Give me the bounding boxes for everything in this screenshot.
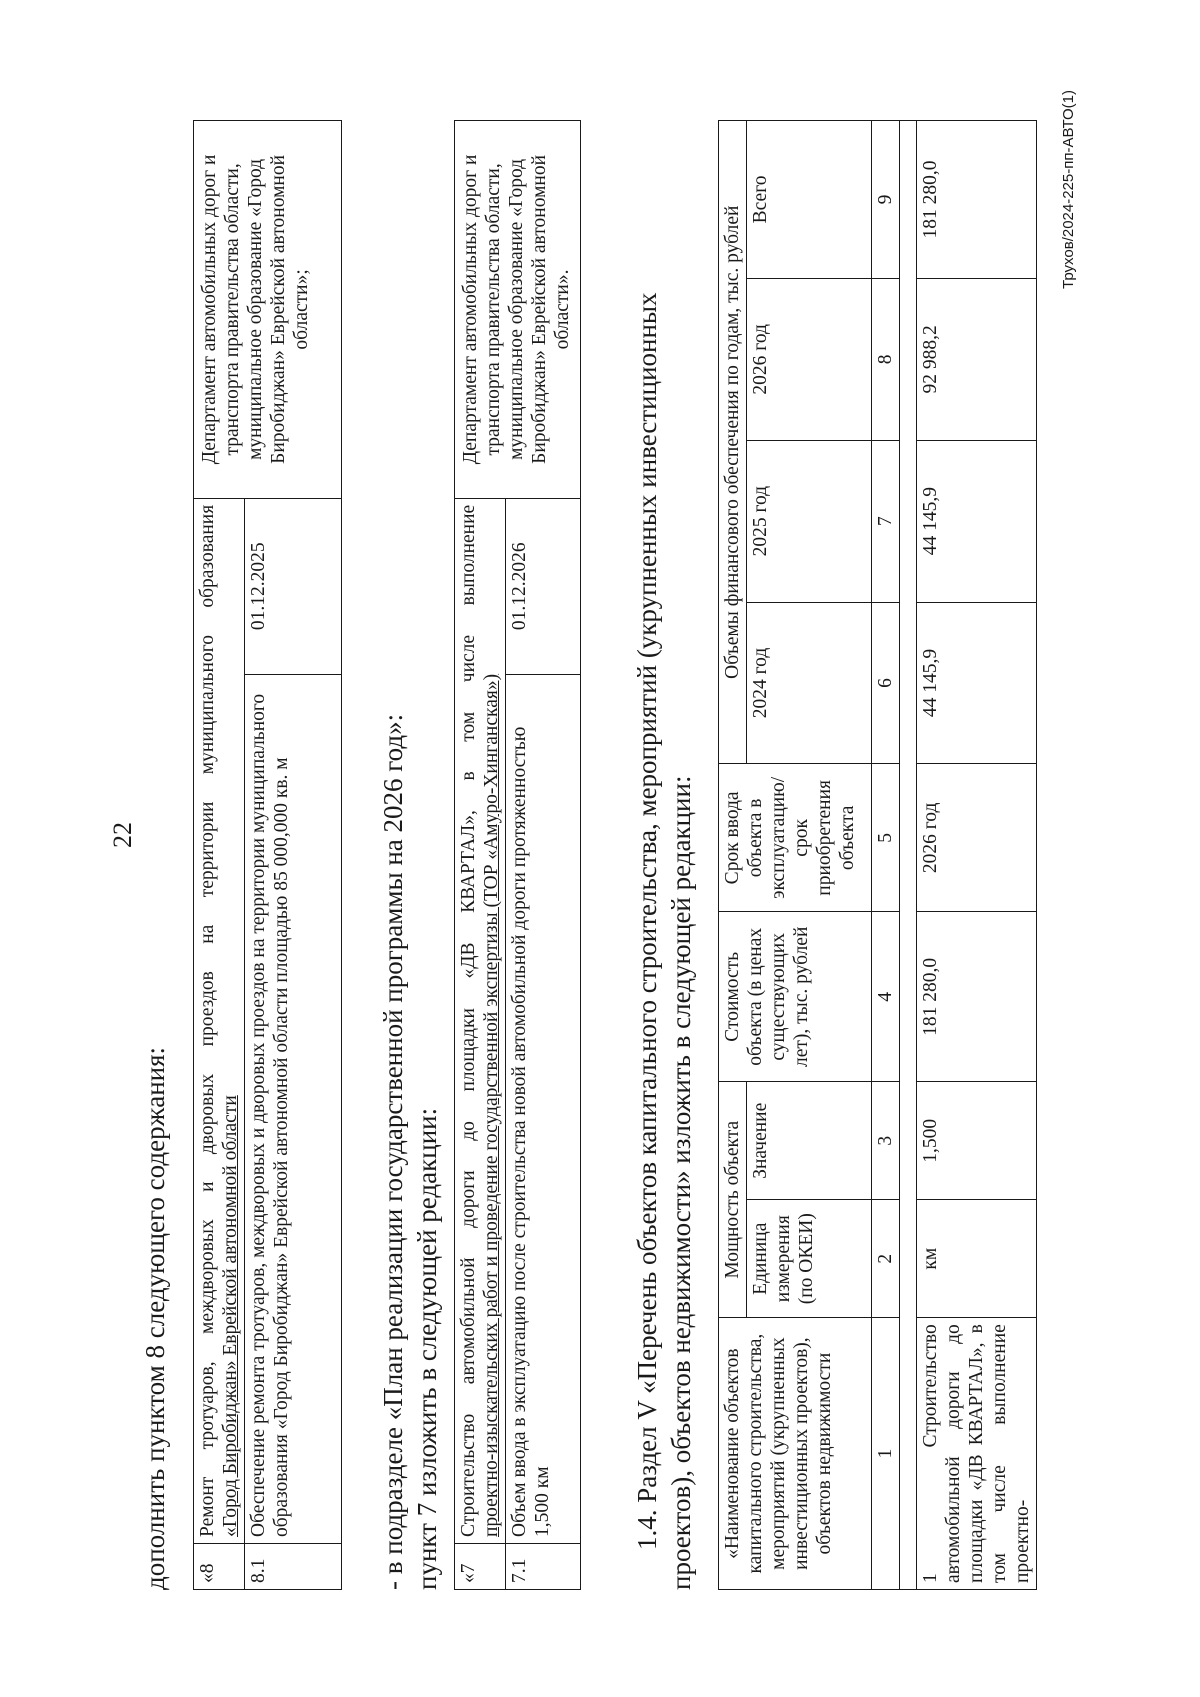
row-number: 7.1 [506,1544,581,1590]
col-number: 2 [872,1200,900,1318]
row-number: «7 [455,1544,506,1590]
header-commission-date: Срок ввода объекта в эксплуатацию/ срок приобретения объекта [719,764,872,912]
col-number: 6 [872,602,900,764]
table-item-8 [193,120,342,1590]
financing-2026: 92 988,2 [917,278,1037,440]
col-number: 3 [872,1082,900,1200]
col-number: 8 [872,278,900,440]
footer-document-code: Трухов/2024-225-пп-АВТО(1) [1060,90,1077,289]
responsible-agency: Департамент автомобильных дорог и транспорта правительства области, муниципальное образование «Город Биробиджан» Еврейской автономной области». [455,121,581,499]
event-description: Ремонт тротуаров, междворовых и дворовых проездов на территории муниципального образования «Город Биробиджан» Еврейской автономной области [194,498,245,1543]
due-date: 01.12.2026 [506,498,581,674]
table-objects [718,120,1037,1590]
table-row [194,121,245,1590]
row-number: 8.1 [245,1544,342,1590]
header-value: Значение [747,1082,872,1200]
header-cost: Стоимость объекта (в ценах существующих лет), тыс. рублей [719,912,872,1082]
page-number: 22 [108,822,137,848]
object-value: 1,500 [917,1082,1037,1200]
col-number: 5 [872,764,900,912]
due-date: 01.12.2025 [245,498,342,674]
subsection-paragraph: - в подразделе «План реализации государственной программы на 2026 год»: [378,713,408,1590]
financing-2025: 44 145,9 [917,440,1037,602]
table-row [917,121,1037,1590]
indicator-description: Обеспечение ремонта тротуаров, междворовых и дворовых проездов на территории муниципального образования «Город Биробиджан» Еврейской автономной области площадью 85 000,000 кв. м [245,674,342,1543]
spacer-cell [900,121,917,1590]
section-paragraph-2: проектов), объектов недвижимости» изложить в следующей редакции: [666,775,696,1590]
header-object-name: «Наименование объектов капитального строительства, мероприятий (укрупненных инвестиционных проектов), объектов недвижимости [719,1318,872,1590]
header-financing: Объемы финансового обеспечения по годам, тыс. рублей [719,121,747,764]
object-name: 1 Строительство автомобильной дороги до площадки «ДВ КВАРТАЛ», в том числе выполнение проектно- [917,1318,1037,1590]
header-year-2024: 2024 год [747,602,872,764]
responsible-agency: Департамент автомобильных дорог и транспорта правительства области, муниципальное образование «Город Биробиджан» Еврейской автономной области»; [194,121,342,499]
landscape-page [108,90,1098,1590]
table-spacer-row [900,121,917,1590]
event-description: Строительство автомобильной дороги до площадки «ДВ КВАРТАЛ», в том числе выполнение проектно-изыскательских работ и проведение государственной экспертизы (ТОР «Амуро-Хинганская») [455,498,506,1543]
object-unit: км [917,1200,1037,1318]
row-number: «8 [194,1544,245,1590]
col-number: 1 [872,1318,900,1590]
col-number: 7 [872,440,900,602]
column-number-row [872,121,900,1590]
header-unit: Единица измерения (по ОКЕИ) [747,1200,872,1318]
col-number: 9 [872,121,900,279]
object-commission-date: 2026 год [917,764,1037,912]
header-total: Всего [747,121,872,279]
col-number: 4 [872,912,900,1082]
header-capacity: Мощность объекта [719,1082,747,1318]
header-year-2026: 2026 год [747,278,872,440]
table-row [455,121,506,1590]
header-year-2025: 2025 год [747,440,872,602]
object-cost: 181 280,0 [917,912,1037,1082]
indicator-description: Объем ввода в эксплуатацию после строительства новой автомобильной дороги протяженностью 1,500 км [506,674,581,1543]
financing-2024: 44 145,9 [917,602,1037,764]
intro-paragraph: дополнить пунктом 8 следующего содержания: [140,1046,170,1590]
table-header-row [719,121,747,1590]
table-item-7 [454,120,581,1590]
section-paragraph: 1.4. Раздел V «Перечень объектов капитального строительства, мероприятий (укрупненных инвестиционных [632,292,662,1550]
financing-total: 181 280,0 [917,121,1037,279]
subsection-paragraph-2: пункт 7 изложить в следующей редакции: [412,1107,442,1590]
